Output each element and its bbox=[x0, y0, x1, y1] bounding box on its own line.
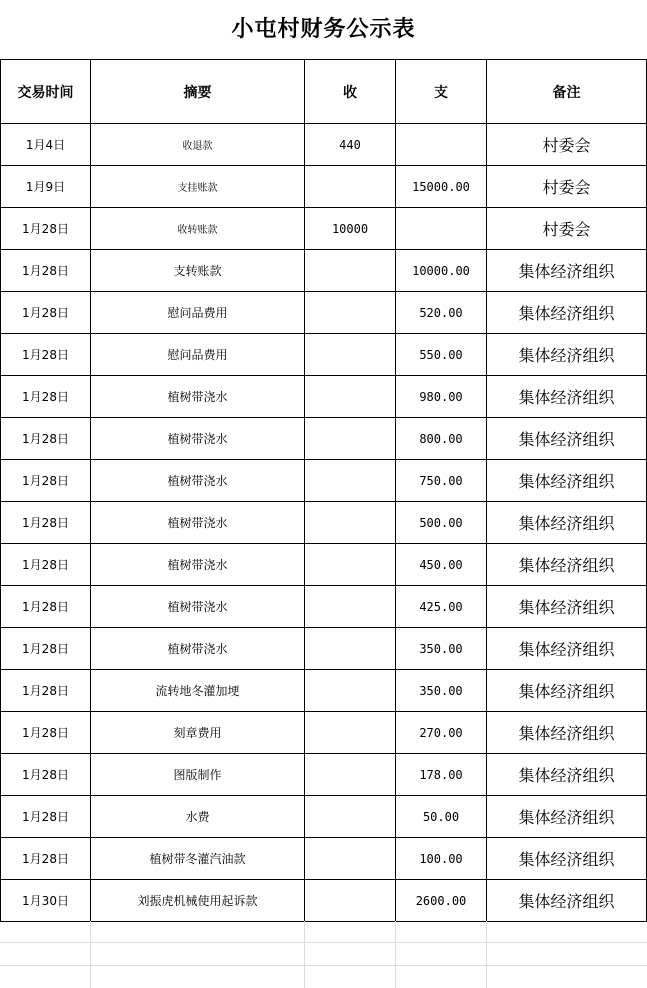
summary-cell: 植树带浇水 bbox=[91, 460, 305, 502]
summary-cell: 植树带浇水 bbox=[91, 586, 305, 628]
table-row bbox=[1, 712, 647, 754]
date-cell: 1月28日 bbox=[1, 418, 91, 460]
expense-cell: 2600.00 bbox=[396, 880, 487, 922]
note-cell: 集体经济组织 bbox=[487, 796, 647, 838]
summary-cell: 图版制作 bbox=[91, 754, 305, 796]
date-cell: 1月28日 bbox=[1, 796, 91, 838]
table-row bbox=[1, 418, 647, 460]
expense-cell: 550.00 bbox=[396, 334, 487, 376]
table-row bbox=[1, 166, 647, 208]
summary-cell: 支挂账款 bbox=[91, 166, 305, 208]
income-cell bbox=[305, 376, 396, 418]
income-cell bbox=[305, 292, 396, 334]
date-cell: 1月28日 bbox=[1, 838, 91, 880]
income-cell bbox=[305, 712, 396, 754]
date-cell: 1月28日 bbox=[1, 754, 91, 796]
income-cell bbox=[305, 754, 396, 796]
expense-cell: 980.00 bbox=[396, 376, 487, 418]
summary-cell: 刻章费用 bbox=[91, 712, 305, 754]
note-cell: 集体经济组织 bbox=[487, 628, 647, 670]
date-cell: 1月28日 bbox=[1, 460, 91, 502]
page-title: 小屯村财务公示表 bbox=[231, 16, 416, 42]
expense-cell: 520.00 bbox=[396, 292, 487, 334]
income-cell bbox=[305, 502, 396, 544]
income-cell bbox=[305, 670, 396, 712]
note-cell: 集体经济组织 bbox=[487, 502, 647, 544]
table-row bbox=[1, 796, 647, 838]
summary-cell: 植树带冬灌汽油款 bbox=[91, 838, 305, 880]
note-cell: 集体经济组织 bbox=[487, 292, 647, 334]
header-summary: 摘要 bbox=[91, 60, 305, 124]
table-row bbox=[1, 544, 647, 586]
expense-cell: 750.00 bbox=[396, 460, 487, 502]
expense-cell: 178.00 bbox=[396, 754, 487, 796]
date-cell: 1月28日 bbox=[1, 628, 91, 670]
table-row bbox=[1, 838, 647, 880]
income-cell bbox=[305, 418, 396, 460]
income-cell bbox=[305, 880, 396, 922]
summary-cell: 流转地冬灌加埂 bbox=[91, 670, 305, 712]
income-cell bbox=[305, 544, 396, 586]
income-cell bbox=[305, 250, 396, 292]
date-cell: 1月28日 bbox=[1, 376, 91, 418]
table-row bbox=[1, 628, 647, 670]
expense-cell: 100.00 bbox=[396, 838, 487, 880]
income-cell bbox=[305, 166, 396, 208]
table-row bbox=[1, 502, 647, 544]
income-cell bbox=[305, 586, 396, 628]
expense-cell: 425.00 bbox=[396, 586, 487, 628]
income-cell bbox=[305, 628, 396, 670]
table-row bbox=[1, 376, 647, 418]
note-cell: 集体经济组织 bbox=[487, 712, 647, 754]
expense-cell: 50.00 bbox=[396, 796, 487, 838]
table-row bbox=[1, 754, 647, 796]
date-cell: 1月28日 bbox=[1, 670, 91, 712]
date-cell: 1月28日 bbox=[1, 544, 91, 586]
income-cell: 440 bbox=[305, 124, 396, 166]
expense-cell bbox=[396, 124, 487, 166]
table-row bbox=[1, 586, 647, 628]
date-cell: 1月28日 bbox=[1, 250, 91, 292]
header-date: 交易时间 bbox=[1, 60, 91, 124]
note-cell: 集体经济组织 bbox=[487, 880, 647, 922]
header-expense: 支 bbox=[396, 60, 487, 124]
table-row bbox=[1, 670, 647, 712]
note-cell: 村委会 bbox=[487, 166, 647, 208]
date-cell: 1月28日 bbox=[1, 292, 91, 334]
note-cell: 集体经济组织 bbox=[487, 586, 647, 628]
income-cell bbox=[305, 838, 396, 880]
income-cell bbox=[305, 334, 396, 376]
expense-cell: 270.00 bbox=[396, 712, 487, 754]
summary-cell: 植树带浇水 bbox=[91, 544, 305, 586]
expense-cell bbox=[396, 208, 487, 250]
summary-cell: 植树带浇水 bbox=[91, 376, 305, 418]
table-row bbox=[1, 880, 647, 922]
expense-cell: 500.00 bbox=[396, 502, 487, 544]
note-cell: 村委会 bbox=[487, 208, 647, 250]
date-cell: 1月28日 bbox=[1, 502, 91, 544]
summary-cell: 植树带浇水 bbox=[91, 502, 305, 544]
expense-cell: 15000.00 bbox=[396, 166, 487, 208]
note-cell: 集体经济组织 bbox=[487, 754, 647, 796]
note-cell: 村委会 bbox=[487, 124, 647, 166]
summary-cell: 慰问品费用 bbox=[91, 334, 305, 376]
header-income: 收 bbox=[305, 60, 396, 124]
expense-cell: 10000.00 bbox=[396, 250, 487, 292]
income-cell bbox=[305, 796, 396, 838]
expense-cell: 350.00 bbox=[396, 628, 487, 670]
date-cell: 1月28日 bbox=[1, 712, 91, 754]
date-cell: 1月30日 bbox=[1, 880, 91, 922]
expense-cell: 350.00 bbox=[396, 670, 487, 712]
note-cell: 集体经济组织 bbox=[487, 838, 647, 880]
note-cell: 集体经济组织 bbox=[487, 670, 647, 712]
note-cell: 集体经济组织 bbox=[487, 376, 647, 418]
date-cell: 1月9日 bbox=[1, 166, 91, 208]
note-cell: 集体经济组织 bbox=[487, 460, 647, 502]
income-cell bbox=[305, 460, 396, 502]
table-row bbox=[1, 124, 647, 166]
table-row bbox=[1, 460, 647, 502]
expense-cell: 450.00 bbox=[396, 544, 487, 586]
date-cell: 1月28日 bbox=[1, 208, 91, 250]
note-cell: 集体经济组织 bbox=[487, 418, 647, 460]
summary-cell: 慰问品费用 bbox=[91, 292, 305, 334]
expense-cell: 800.00 bbox=[396, 418, 487, 460]
income-cell: 10000 bbox=[305, 208, 396, 250]
note-cell: 集体经济组织 bbox=[487, 334, 647, 376]
table-row bbox=[1, 250, 647, 292]
date-cell: 1月28日 bbox=[1, 334, 91, 376]
note-cell: 集体经济组织 bbox=[487, 544, 647, 586]
date-cell: 1月28日 bbox=[1, 586, 91, 628]
summary-cell: 收转账款 bbox=[91, 208, 305, 250]
note-cell: 集体经济组织 bbox=[487, 250, 647, 292]
empty-grid bbox=[0, 921, 647, 988]
header-note: 备注 bbox=[487, 60, 647, 124]
summary-cell: 收退款 bbox=[91, 124, 305, 166]
date-cell: 1月4日 bbox=[1, 124, 91, 166]
summary-cell: 支转账款 bbox=[91, 250, 305, 292]
summary-cell: 水费 bbox=[91, 796, 305, 838]
table-row bbox=[1, 208, 647, 250]
table-row bbox=[1, 334, 647, 376]
finance-table bbox=[0, 59, 647, 922]
summary-cell: 植树带浇水 bbox=[91, 418, 305, 460]
header-row bbox=[1, 60, 647, 124]
table-row bbox=[1, 292, 647, 334]
summary-cell: 植树带浇水 bbox=[91, 628, 305, 670]
summary-cell: 刘振虎机械使用起诉款 bbox=[91, 880, 305, 922]
